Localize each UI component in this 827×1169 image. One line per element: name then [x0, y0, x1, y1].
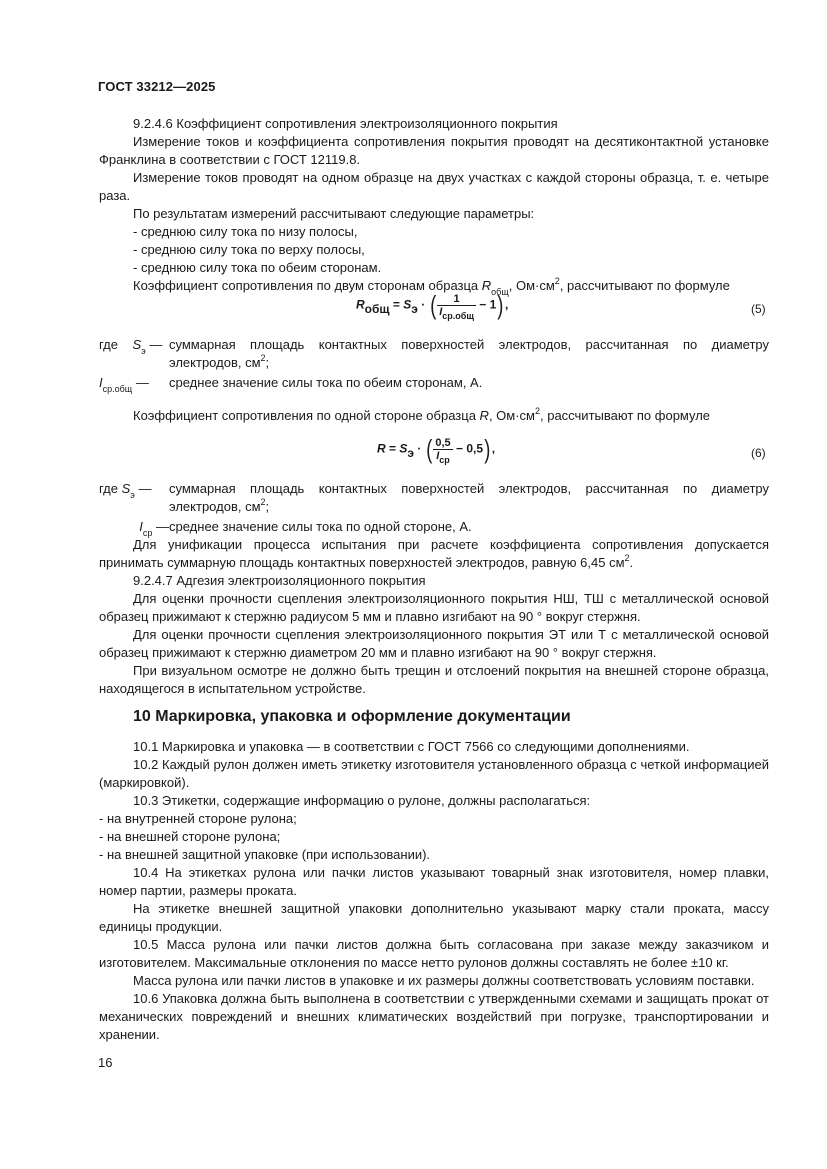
list-item: - на внутренней стороне рулона;	[99, 811, 297, 826]
list-item: - среднюю силу тока по верху полосы,	[133, 242, 365, 257]
section-10-body	[99, 738, 769, 1044]
section-heading: 10 Маркировка, упаковка и оформление документации	[133, 708, 571, 725]
paragraph: 10.5 Масса рулона или пачки листов должна быть согласована при заказе между заказчиком и изготовителем. Максимальные отклонения по массе нетто рулонов должны составлять не более ±10 кг.	[99, 937, 769, 970]
definition-row: где $S_э$ — суммарная площадь контактных поверхностей электродов, рассчитанная по диаметру электродов, $см^2$;	[99, 481, 769, 514]
page-number: 16	[98, 1055, 113, 1070]
section-9-2-4-7	[99, 536, 769, 698]
formula-number: (6)	[751, 446, 766, 460]
paragraph: Для оценки прочности сцепления электроизоляционного покрытия НШ, ТШ с металлической основой образец прижимают к стержню радиусом 5 мм и плавно изгибают на 90 ° вокруг стержня.	[99, 591, 769, 624]
formula-6-definitions	[99, 480, 769, 536]
paragraph-formula-intro: Коэффициент сопротивления по одной стороне образца R, $Ом\cdot см^2$, рассчитывают по формуле	[133, 405, 711, 423]
list-item: - на внешней защитной упаковке (при использовании).	[99, 847, 431, 862]
definition-row: $I_{ср}$ — среднее значение силы тока по одной стороне, А.	[139, 519, 472, 538]
paragraph: Для оценки прочности сцепления электроизоляционного покрытия ЭТ или Т с металлической основой образец прижимают к стержню диаметром 20 мм и плавно изгибают на 90 ° вокруг стержня.	[99, 627, 769, 660]
paragraph: Измерение токов проводят на одном образце на двух участках с каждой стороны образца, т. е. четыре раза.	[99, 170, 769, 203]
paragraph: 10.2 Каждый рулон должен иметь этикетку изготовителя установленного образца с четкой информацией (маркировкой).	[99, 757, 769, 790]
section-9-2-4-6	[99, 115, 769, 295]
fraction: $\frac{1}{I_{ср.общ}}$	[439, 292, 474, 321]
definition-row: где $S_э$ — суммарная площадь контактных поверхностей электродов, рассчитанная по диаметру электродов, $см^2$;	[99, 337, 769, 370]
formula-5: $R_{общ} = S_э$ · ( $\frac{1}{I_{ср.общ}}$ − 1),	[356, 290, 509, 321]
paragraph: При визуальном осмотре не должно быть трещин и отслоений покрытия на внешней стороне образца, находящегося в испытательном устройстве.	[99, 663, 769, 696]
subsection-title: 9.2.4.6 Коэффициент сопротивления электроизоляционного покрытия	[133, 116, 558, 131]
fraction: $\frac{0,5}{I_{ср}}$	[435, 436, 451, 465]
subsection-title: 9.2.4.7 Адгезия электроизоляционного покрытия	[133, 573, 426, 588]
paragraph: Измерение токов и коэффициента сопротивления покрытия проводят на десятиконтактной установке Франклина в соответствии с ГОСТ 12119.8.	[99, 134, 769, 167]
paragraph: 10.6 Упаковка должна быть выполнена в соответствии с утвержденными схемами и защищать прокат от механических повреждений и внешних климатических воздействий при погрузке, транспортировании и хранении.	[99, 991, 769, 1042]
paragraph-formula-intro: Коэффициент сопротивления по двум сторонам образца $R_{общ}$, $Ом\cdot см^2$, рассчитывают по формуле	[133, 275, 730, 297]
paragraph: Для унификации процесса испытания при расчете коэффициента сопротивления допускается принимать суммарную площадь контактных поверхностей электродов, равную 6,45 $см^2$.	[99, 537, 769, 570]
list-item: - среднюю силу тока по низу полосы,	[133, 224, 358, 239]
document-header-code: ГОСТ 33212—2025	[98, 79, 216, 94]
formula-5-definitions	[99, 336, 769, 392]
paragraph: На этикетке внешней защитной упаковки дополнительно указывают марку стали проката, массу единицы продукции.	[99, 901, 769, 934]
list-item: - на внешней стороне рулона;	[99, 829, 281, 844]
list-item: - среднюю силу тока по обеим сторонам.	[133, 260, 382, 275]
paragraph: 10.4 На этикетках рулона или пачки листов указывают товарный знак изготовителя, номер плавки, номер партии, размеры проката.	[99, 865, 769, 898]
formula-number: (5)	[751, 302, 766, 316]
paragraph: По результатам измерений рассчитывают следующие параметры:	[133, 206, 535, 221]
paragraph: 10.1 Маркировка и упаковка — в соответствии с ГОСТ 7566 со следующими дополнениями.	[133, 739, 690, 754]
definition-row: $I_{ср.общ}$ — среднее значение силы тока по обеим сторонам, А.	[99, 375, 483, 394]
paragraph: 10.3 Этикетки, содержащие информацию о рулоне, должны располагаться:	[133, 793, 591, 808]
paragraph: Масса рулона или пачки листов в упаковке и их размеры должны соответствовать условиям поставки.	[133, 973, 755, 988]
formula-6: $R = S_э$ · ( $\frac{0,5}{I_{ср}}$ − 0,5),	[377, 434, 496, 465]
